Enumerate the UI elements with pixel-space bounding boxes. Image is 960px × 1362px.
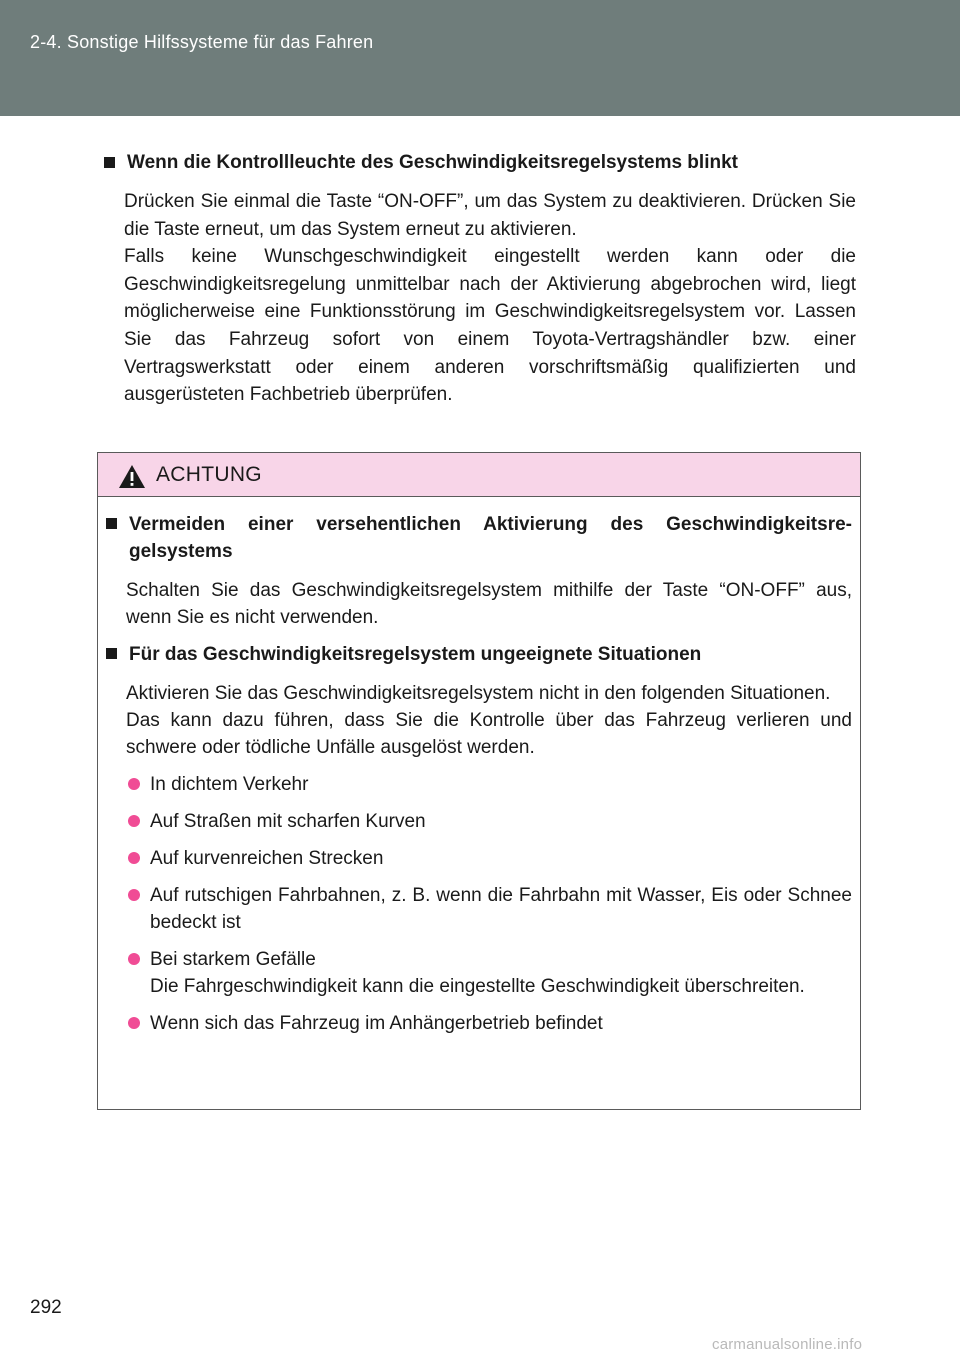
warning-item-heading — [106, 641, 852, 668]
warning-item-text — [126, 680, 852, 761]
list-item-text: Auf rutschigen Fahrbahnen, z. B. wenn die Fahrbahn mit Wasser, Eis oder Schnee bedeckt ist — [150, 885, 852, 933]
list-item — [126, 946, 852, 1000]
section-heading — [104, 150, 856, 176]
paragraph: Drücken Sie einmal die Taste “ON-OFF”, um das System zu deaktivieren. Drücken Sie die Taste erneut, um das System erneut zu aktivieren. — [124, 191, 856, 240]
square-bullet-icon — [104, 157, 115, 168]
warning-title: ACHTUNG — [156, 463, 262, 486]
warning-content — [98, 497, 860, 1037]
warning-item-heading-text: Vermeiden einer versehentlichen Aktivierung des Geschwindigkeitsregelsystems — [129, 514, 852, 562]
list-item — [126, 808, 852, 835]
round-bullet-icon — [128, 852, 140, 864]
bullet-list — [126, 771, 852, 1037]
paragraph: Aktivieren Sie das Geschwindigkeitsregelsystem nicht in den folgenden Situationen. — [126, 683, 831, 704]
round-bullet-icon — [128, 953, 140, 965]
section-heading-text: Wenn die Kontrollleuchte des Geschwindigkeitsregelsystems blinkt — [127, 152, 738, 173]
warning-box — [97, 452, 861, 1110]
paragraph: Das kann dazu führen, dass Sie die Kontrolle über das Fahrzeug verlieren und schwere oder tödliche Unfälle ausgelöst werden. — [126, 710, 852, 758]
warning-item-heading — [106, 511, 852, 565]
list-item-subtext: Die Fahrgeschwindigkeit kann die eingestellte Geschwindigkeit überschreiten. — [150, 976, 805, 997]
list-item-text: Wenn sich das Fahrzeug im Anhängerbetrieb befindet — [150, 1013, 603, 1034]
list-item — [126, 845, 852, 872]
section-title: 2-4. Sonstige Hilfssysteme für das Fahren — [30, 32, 374, 52]
warning-item-text: Schalten Sie das Geschwindigkeitsregelsystem mithilfe der Taste “ON-OFF” aus, wenn Sie es nicht verwenden. — [126, 580, 852, 628]
round-bullet-icon — [128, 778, 140, 790]
list-item — [126, 1010, 852, 1037]
main-section — [104, 150, 856, 409]
list-item-text: Bei starkem Gefälle — [150, 949, 316, 970]
warning-header — [98, 453, 860, 497]
list-item-text: Auf Straßen mit scharfen Kurven — [150, 811, 426, 832]
watermark: carmanualsonline.info — [712, 1336, 863, 1353]
warning-item — [106, 641, 852, 1037]
round-bullet-icon — [128, 889, 140, 901]
section-body — [124, 188, 856, 409]
warning-item-heading-text: Für das Geschwindigkeitsregelsystem ungeeignete Situationen — [129, 644, 702, 665]
list-item-text: In dichtem Verkehr — [150, 774, 309, 795]
list-item-text: Auf kurvenreichen Strecken — [150, 848, 384, 869]
warning-triangle-icon — [118, 464, 146, 489]
square-bullet-icon — [106, 518, 117, 529]
list-item — [126, 771, 852, 798]
round-bullet-icon — [128, 815, 140, 827]
page-number: 292 — [30, 1297, 62, 1318]
warning-item — [106, 511, 852, 631]
round-bullet-icon — [128, 1017, 140, 1029]
paragraph: Falls keine Wunschgeschwindigkeit eingestellt werden kann oder die Geschwindigkeitsregelung unmittelbar nach der Aktivierung abgebrochen wird, liegt möglicherweise eine Funktionsstörung im Geschwindigkeitsregelsystem vor. Lassen Sie das Fahrzeug sofort von einem Toyota-Vertragshändler bzw. einer Vertragswerkstatt oder einem anderen vorschriftsmäßig qualifizierten und ausgerüsteten Fachbetrieb überprüfen. — [124, 246, 856, 406]
square-bullet-icon — [106, 648, 117, 659]
list-item — [126, 882, 852, 936]
page-header — [0, 0, 960, 116]
